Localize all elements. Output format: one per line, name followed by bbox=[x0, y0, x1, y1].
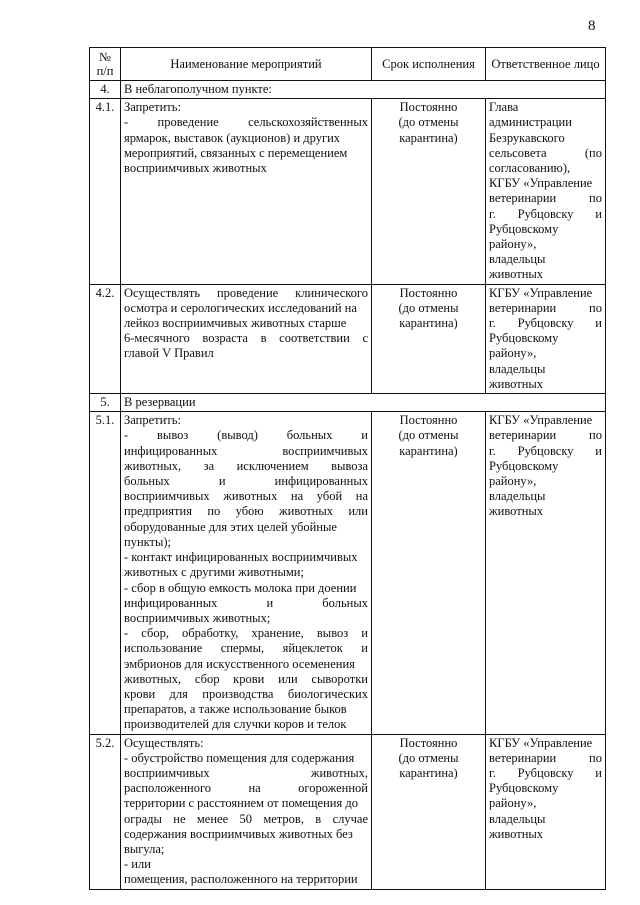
cell-line: животных bbox=[489, 826, 544, 841]
cell-line: Безрукавского bbox=[489, 130, 565, 145]
row-responsible bbox=[486, 734, 606, 889]
cell-line: инфицированных и больных bbox=[124, 595, 368, 610]
row-number: 4.1. bbox=[90, 99, 121, 284]
cell-line: инфицированных восприимчивых bbox=[124, 443, 368, 458]
cell-line: препаратов, а также использование быков bbox=[124, 702, 347, 717]
row-term bbox=[372, 412, 486, 734]
section-row bbox=[90, 81, 606, 99]
cell-line: производителей для случки коров и телок bbox=[124, 717, 347, 732]
cell-line: - вывоз (вывод) больных и bbox=[124, 428, 368, 443]
cell-line: владельцы bbox=[489, 811, 546, 826]
table-row bbox=[90, 734, 606, 889]
cell-line: главой V Правил bbox=[124, 346, 214, 361]
header-num: № п/п bbox=[90, 48, 121, 81]
cell-line: КГБУ «Управление bbox=[489, 285, 593, 300]
cell-line: КГБУ «Управление bbox=[489, 735, 593, 750]
page-number: 8 bbox=[588, 18, 596, 34]
row-number: 5.1. bbox=[90, 412, 121, 734]
cell-line: животных, сбор крови или сыворотки bbox=[124, 671, 368, 686]
cell-line: мероприятий, связанных с перемещением bbox=[124, 145, 348, 160]
cell-line: животных bbox=[489, 267, 544, 282]
cell-line: - или bbox=[124, 857, 151, 872]
cell-line: животных bbox=[489, 376, 544, 391]
table-row bbox=[90, 284, 606, 393]
section-title: В резервации bbox=[121, 394, 606, 412]
cell-line: г. Рубцовску и bbox=[489, 765, 602, 780]
cell-line: восприимчивых животных, bbox=[124, 765, 368, 780]
cell-line: району», bbox=[489, 237, 537, 252]
cell-line: животных bbox=[489, 504, 544, 519]
header-resp: Ответственное лицо bbox=[486, 48, 606, 81]
section-row bbox=[90, 394, 606, 412]
cell-line: Запретить: bbox=[124, 413, 181, 428]
cell-line: КГБУ «Управление bbox=[489, 413, 593, 428]
measures-table bbox=[89, 47, 606, 890]
cell-line: Рубцовскому bbox=[489, 221, 559, 236]
cell-line: владельцы bbox=[489, 489, 546, 504]
section-title: В неблагополучном пункте: bbox=[121, 81, 606, 99]
cell-line: карантина) bbox=[399, 130, 458, 145]
row-measure bbox=[121, 99, 372, 284]
cell-line: лейкоз восприимчивых животных старше bbox=[124, 316, 347, 331]
cell-line: (до отмены bbox=[398, 750, 459, 765]
cell-line: восприимчивых животных bbox=[124, 161, 267, 176]
row-measure bbox=[121, 412, 372, 734]
cell-line: восприимчивых животных; bbox=[124, 610, 271, 625]
cell-line: Рубцовскому bbox=[489, 458, 559, 473]
row-term bbox=[372, 284, 486, 393]
header-term: Срок исполнения bbox=[372, 48, 486, 81]
cell-line: Постоянно bbox=[399, 413, 458, 428]
cell-line: ветеринарии по bbox=[489, 428, 602, 443]
row-measure bbox=[121, 284, 372, 393]
cell-line: сельсовета (по bbox=[489, 145, 602, 160]
cell-line: ветеринарии по bbox=[489, 750, 602, 765]
row-number: 5.2. bbox=[90, 734, 121, 889]
cell-line: животных с другими животными; bbox=[124, 565, 304, 580]
header-name: Наименование мероприятий bbox=[121, 48, 372, 81]
cell-line: Осуществлять: bbox=[124, 735, 204, 750]
cell-line: г. Рубцовску и bbox=[489, 443, 602, 458]
cell-line: Рубцовскому bbox=[489, 331, 559, 346]
cell-line: выгула; bbox=[124, 841, 165, 856]
cell-line: Рубцовскому bbox=[489, 781, 559, 796]
cell-line: помещения, расположенного на территории bbox=[124, 872, 358, 887]
cell-line: - обустройство помещения для содержания bbox=[124, 750, 355, 765]
cell-line: (до отмены bbox=[398, 428, 459, 443]
section-number: 4. bbox=[90, 81, 121, 99]
cell-line: - сбор в общую емкость молока при доении bbox=[124, 580, 357, 595]
cell-line: карантина) bbox=[399, 443, 458, 458]
table-row bbox=[90, 99, 606, 284]
cell-line: (до отмены bbox=[398, 115, 459, 130]
cell-line: - сбор, обработку, хранение, вывоз и bbox=[124, 626, 368, 641]
row-measure bbox=[121, 734, 372, 889]
table-header-row bbox=[90, 48, 606, 81]
cell-line: владельцы bbox=[489, 252, 546, 267]
cell-line: ограды не менее 50 метров, в случае bbox=[124, 811, 368, 826]
cell-line: восприимчивых животных на убой на bbox=[124, 489, 368, 504]
cell-line: карантина) bbox=[399, 316, 458, 331]
cell-line: району», bbox=[489, 474, 537, 489]
row-responsible bbox=[486, 412, 606, 734]
cell-line: ярмарок, выставок (аукционов) и других bbox=[124, 130, 341, 145]
cell-line: - контакт инфицированных восприимчивых bbox=[124, 550, 358, 565]
cell-line: ветеринарии по bbox=[489, 300, 602, 315]
cell-line: району», bbox=[489, 796, 537, 811]
cell-line: г. Рубцовску и bbox=[489, 206, 602, 221]
cell-line: содержания восприимчивых животных без bbox=[124, 826, 353, 841]
cell-line: согласованию), bbox=[489, 161, 571, 176]
cell-line: территории с расстоянием от помещения до bbox=[124, 796, 358, 811]
cell-line: осмотра и серологических исследований на bbox=[124, 300, 357, 315]
cell-line: Постоянно bbox=[399, 735, 458, 750]
cell-line: ветеринарии по bbox=[489, 191, 602, 206]
cell-line: г. Рубцовску и bbox=[489, 316, 602, 331]
cell-line: предприятия по убою животных или bbox=[124, 504, 368, 519]
cell-line: животных, за исключением вывоза bbox=[124, 458, 368, 473]
cell-line: Осуществлять проведение клинического bbox=[124, 285, 368, 300]
cell-line: эмбрионов для искусственного осеменения bbox=[124, 656, 355, 671]
cell-line: администрации bbox=[489, 115, 572, 130]
cell-line: больных и инфицированных bbox=[124, 474, 368, 489]
cell-line: расположенного на огороженной bbox=[124, 781, 368, 796]
cell-line: пункты); bbox=[124, 534, 172, 549]
row-responsible bbox=[486, 99, 606, 284]
row-term bbox=[372, 734, 486, 889]
cell-line: КГБУ «Управление bbox=[489, 176, 593, 191]
row-number: 4.2. bbox=[90, 284, 121, 393]
cell-line: - проведение сельскохозяйственных bbox=[124, 115, 368, 130]
cell-line: району», bbox=[489, 346, 537, 361]
cell-line: оборудованные для этих целей убойные bbox=[124, 519, 337, 534]
cell-line: использование спермы, яйцеклеток и bbox=[124, 641, 368, 656]
cell-line: карантина) bbox=[399, 765, 458, 780]
section-number: 5. bbox=[90, 394, 121, 412]
cell-line: (до отмены bbox=[398, 300, 459, 315]
cell-line: Постоянно bbox=[399, 100, 458, 115]
cell-line: Глава bbox=[489, 100, 519, 115]
table-row bbox=[90, 412, 606, 734]
cell-line: Постоянно bbox=[399, 285, 458, 300]
cell-line: Запретить: bbox=[124, 100, 181, 115]
cell-line: владельцы bbox=[489, 361, 546, 376]
row-responsible bbox=[486, 284, 606, 393]
cell-line: 6-месячного возраста в соответствии с bbox=[124, 331, 368, 346]
cell-line: крови для производства биологических bbox=[124, 686, 368, 701]
row-term bbox=[372, 99, 486, 284]
